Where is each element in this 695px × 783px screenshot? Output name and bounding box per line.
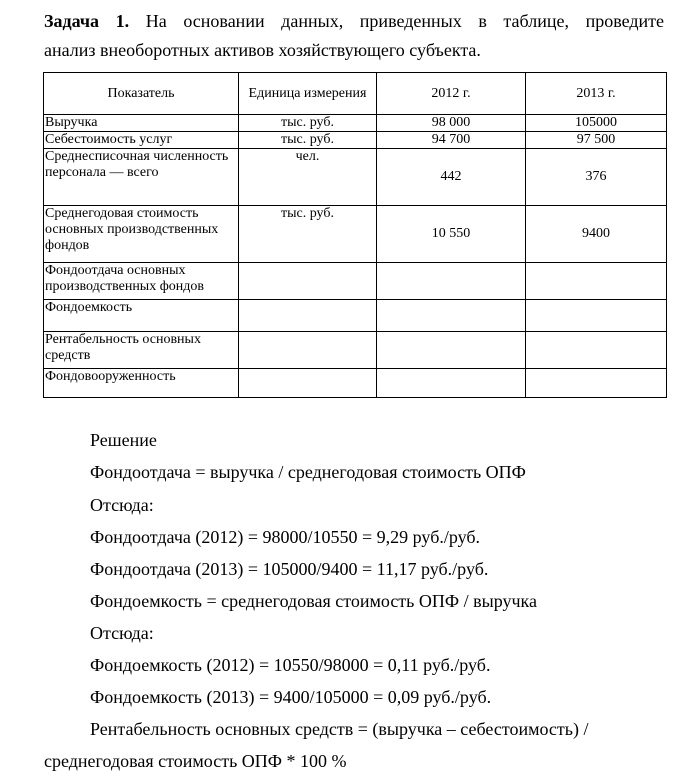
- row-value-2012: [377, 300, 526, 332]
- header-indicator: Показатель: [44, 73, 239, 115]
- row-label: Фондоотдача основных производственных фондов: [44, 263, 239, 300]
- row-value-2012: 442: [377, 149, 526, 206]
- row-value-2012: [377, 263, 526, 300]
- row-value-2012: [377, 332, 526, 369]
- data-table: [43, 72, 667, 398]
- row-label: Фондовооруженность: [44, 369, 239, 398]
- task-statement-line-2: анализ внеоборотных активов хозяйствующего субъекта.: [44, 40, 481, 60]
- row-unit: чел.: [239, 149, 377, 206]
- task-statement-line-1: [44, 10, 664, 32]
- row-value-2013: 105000: [526, 115, 667, 132]
- row-value-2012: 94 700: [377, 132, 526, 149]
- row-value-2013: 97 500: [526, 132, 667, 149]
- row-value-2013: 376: [526, 149, 667, 206]
- solution-line: Фондоотдача (2013) = 105000/9400 = 11,17 руб./руб.: [90, 559, 489, 579]
- task-number: Задача 1.: [44, 11, 130, 31]
- row-value-2012: [377, 369, 526, 398]
- row-value-2012: 10 550: [377, 206, 526, 263]
- solution-line: среднегодовая стоимость ОПФ * 100 %: [44, 751, 347, 771]
- row-unit: [239, 300, 377, 332]
- header-2013: 2013 г.: [526, 73, 667, 115]
- table-row: [44, 149, 667, 206]
- row-value-2013: 9400: [526, 206, 667, 263]
- row-value-2012: 98 000: [377, 115, 526, 132]
- solution-line: Фондоемкость = среднегодовая стоимость ОПФ / выручка: [90, 591, 537, 611]
- task-text: На основании данных, приведенных в таблице, проведите: [129, 11, 664, 31]
- row-label: Фондоемкость: [44, 300, 239, 332]
- solution-line: Фондоотдача (2012) = 98000/10550 = 9,29 руб./руб.: [90, 527, 481, 547]
- table-row: [44, 115, 667, 132]
- row-label: Среднесписочная численность персонала — всего: [44, 149, 239, 206]
- table-header-row: [44, 73, 667, 115]
- table-row: [44, 300, 667, 332]
- solution-line: Фондоемкость (2012) = 10550/98000 = 0,11 руб./руб.: [90, 655, 491, 675]
- row-label: Выручка: [44, 115, 239, 132]
- row-value-2013: [526, 369, 667, 398]
- solution-line: Фондоотдача = выручка / среднегодовая стоимость ОПФ: [90, 462, 526, 482]
- row-unit: тыс. руб.: [239, 115, 377, 132]
- solution-line: Фондоемкость (2013) = 9400/105000 = 0,09 руб./руб.: [90, 687, 492, 707]
- row-unit: тыс. руб.: [239, 206, 377, 263]
- header-unit: Единица измерения: [239, 73, 377, 115]
- row-value-2013: [526, 300, 667, 332]
- row-label: Среднегодовая стоимость основных производственных фондов: [44, 206, 239, 263]
- row-unit: тыс. руб.: [239, 132, 377, 149]
- solution-line: Отсюда:: [90, 495, 154, 515]
- table-row: [44, 332, 667, 369]
- row-unit: [239, 332, 377, 369]
- table-row: [44, 206, 667, 263]
- header-2012: 2012 г.: [377, 73, 526, 115]
- solution-heading: Решение: [90, 430, 157, 450]
- table-row: [44, 369, 667, 398]
- solution-line: Отсюда:: [90, 623, 154, 643]
- table-row: [44, 132, 667, 149]
- solution-line: Рентабельность основных средств = (выручка – себестоимость) /: [90, 719, 589, 739]
- row-label: Себестоимость услуг: [44, 132, 239, 149]
- row-value-2013: [526, 332, 667, 369]
- table-row: [44, 263, 667, 300]
- row-unit: [239, 369, 377, 398]
- row-label: Рентабельность основных средств: [44, 332, 239, 369]
- row-unit: [239, 263, 377, 300]
- row-value-2013: [526, 263, 667, 300]
